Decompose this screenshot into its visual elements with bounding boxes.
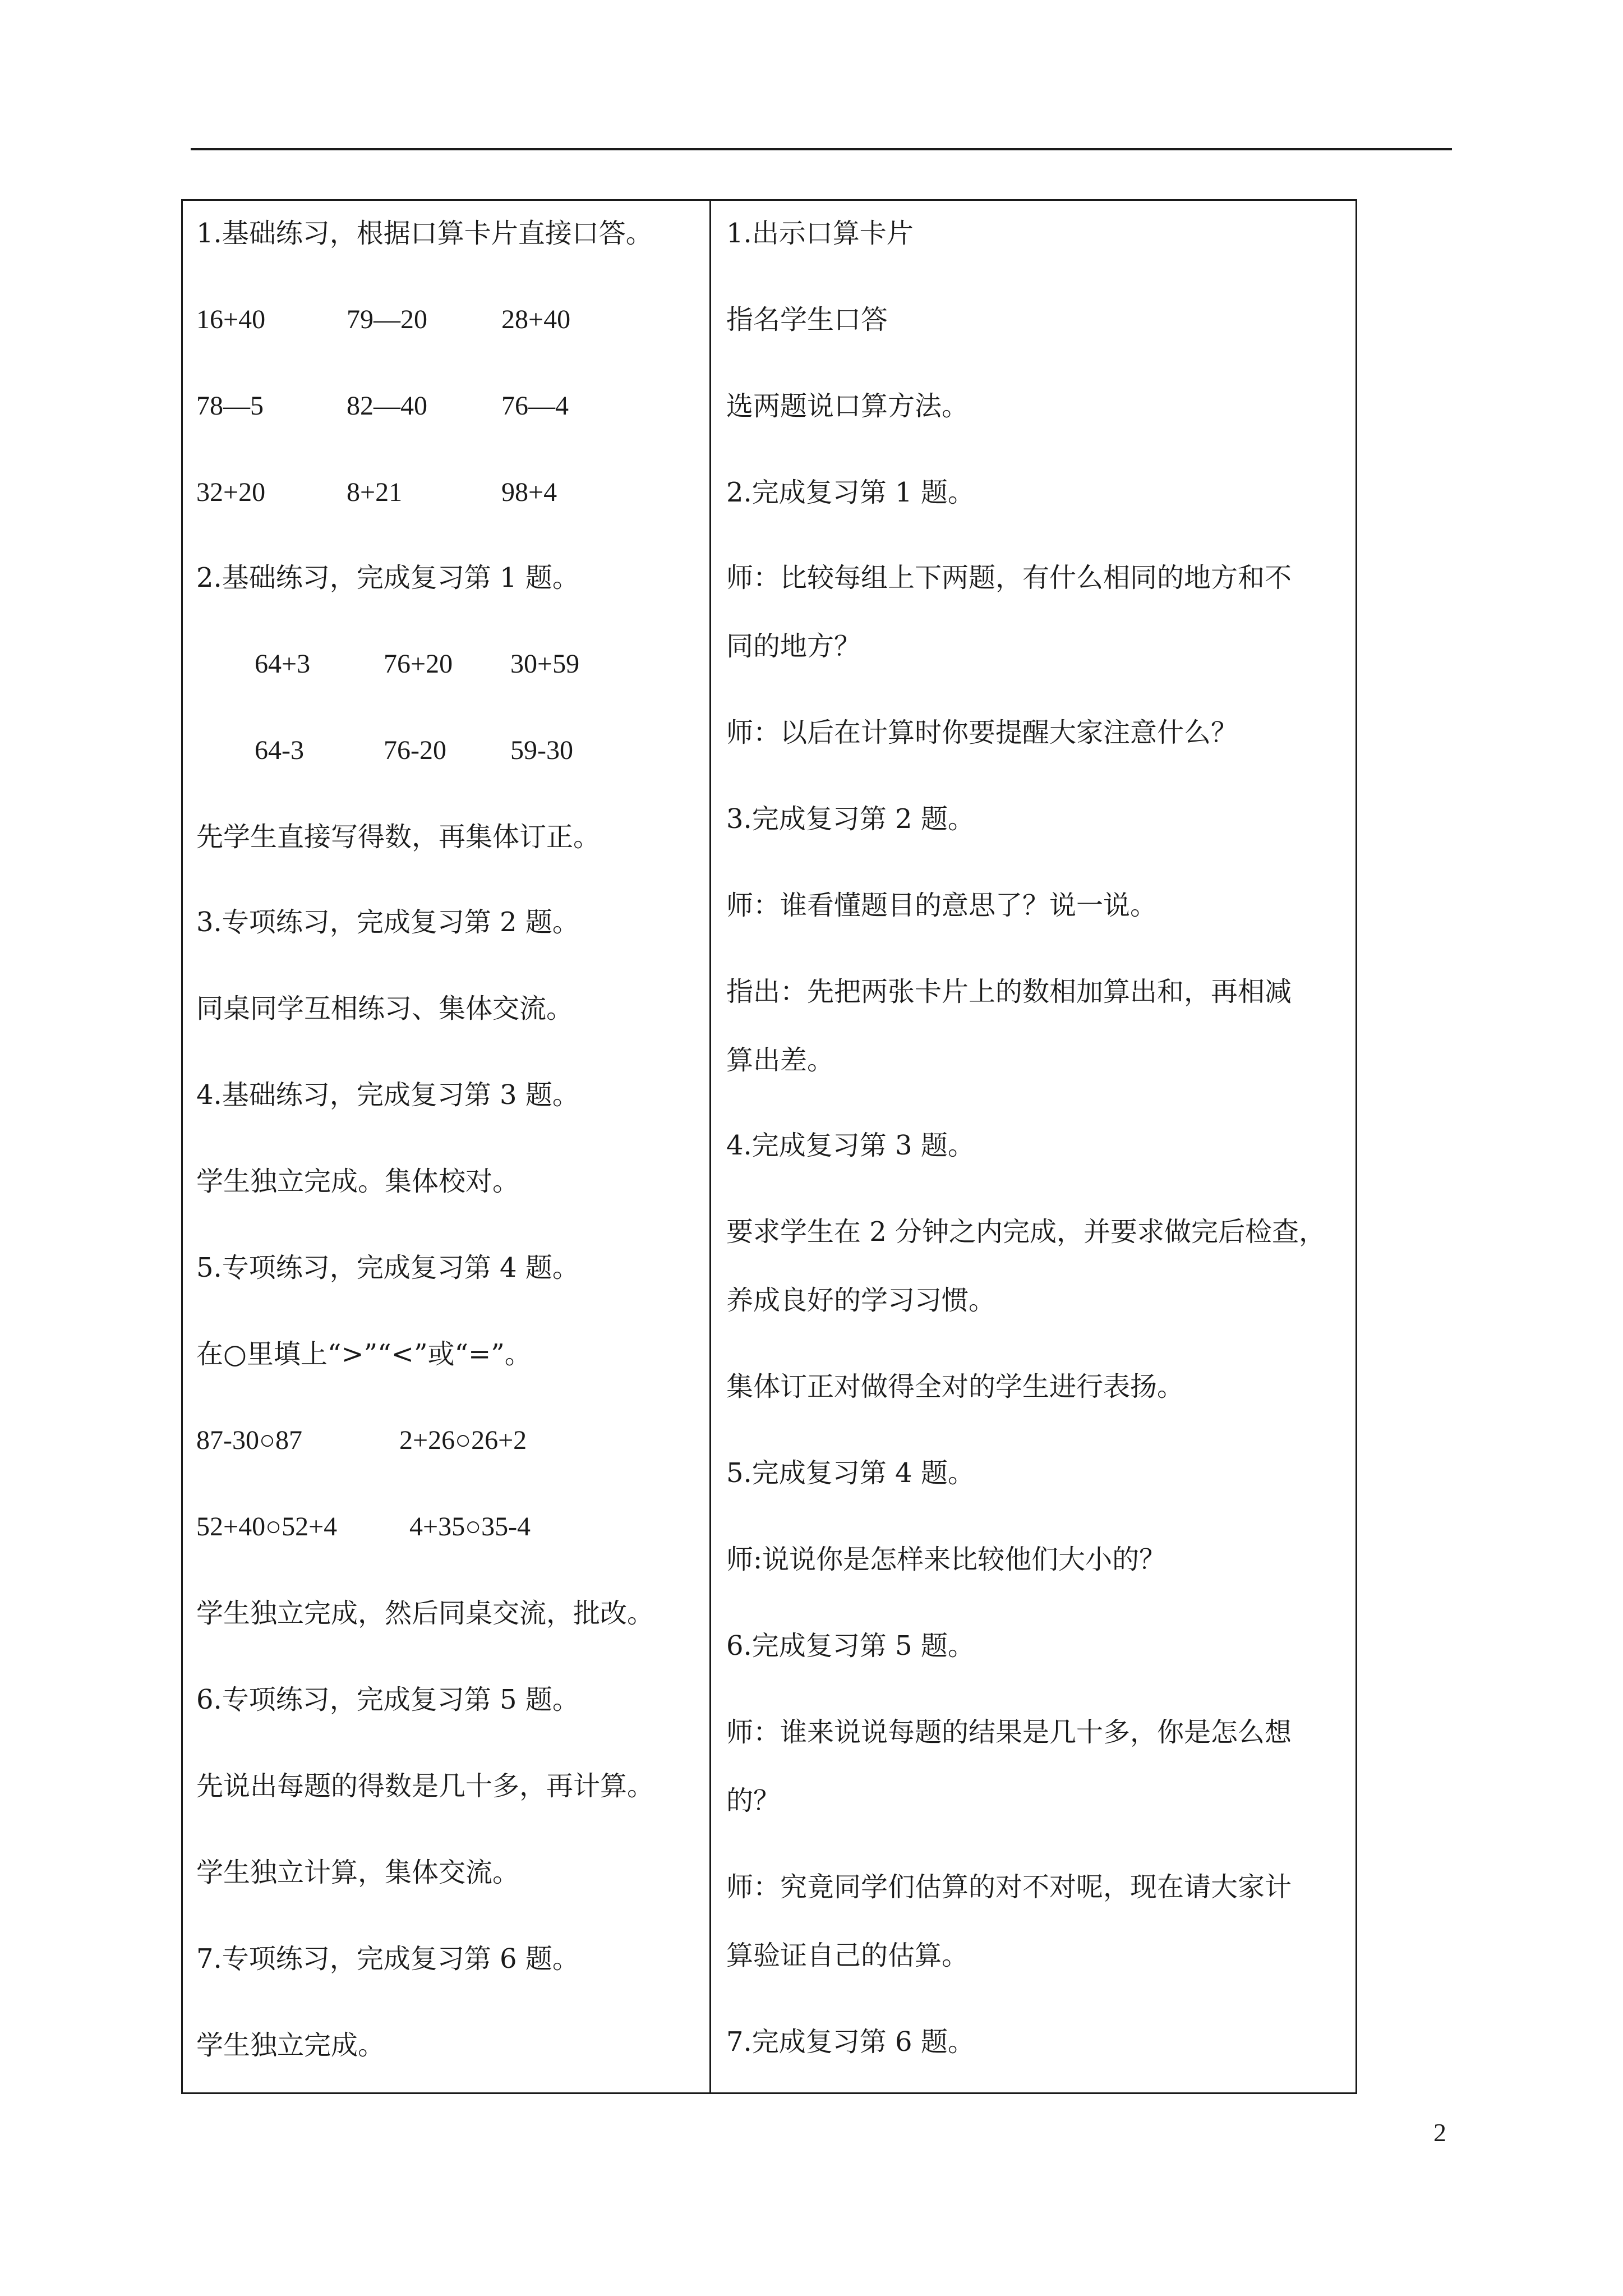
item1-row2 bbox=[196, 389, 701, 423]
item5-instruction: 在○里填上“>”“<”或“=”。 bbox=[196, 1338, 532, 1370]
guidance-line: 同的地方？ bbox=[726, 631, 861, 662]
guidance-line: 算验证自己的估算。 bbox=[726, 1940, 969, 1971]
item5-title: 5.专项练习，完成复习第 4 题。 bbox=[196, 1252, 579, 1283]
guidance-line: 师：比较每组上下两题，有什么相同的地方和不 bbox=[726, 562, 1292, 593]
guidance-line: 师：谁来说说每题的结果是几十多，你是怎么想 bbox=[726, 1717, 1292, 1748]
guidance-line: 指名学生口答 bbox=[726, 304, 888, 335]
guidance-line: 养成良好的学习习惯。 bbox=[726, 1285, 996, 1316]
guidance-line: 指出：先把两张卡片上的数相加算出和，再相减 bbox=[726, 976, 1292, 1007]
guidance-line: 要求学生在 2 分钟之内完成，并要求做完后检查， bbox=[726, 1216, 1326, 1248]
comparison: 52+40○52+4 bbox=[196, 1512, 338, 1542]
guidance-line: 6.完成复习第 5 题。 bbox=[726, 1630, 975, 1662]
expr: 79—20 bbox=[347, 305, 427, 334]
item7-note: 学生独立完成。 bbox=[196, 2030, 385, 2061]
expr: 16+40 bbox=[196, 305, 266, 334]
item5-row2 bbox=[196, 1510, 701, 1544]
item4-note: 学生独立完成。集体校对。 bbox=[196, 1166, 520, 1197]
guidance-line: 5.完成复习第 4 题。 bbox=[726, 1457, 975, 1489]
item6-title: 6.专项练习，完成复习第 5 题。 bbox=[196, 1684, 579, 1715]
expr: 64-3 bbox=[255, 735, 304, 765]
column-divider bbox=[709, 201, 711, 2092]
expr: 32+20 bbox=[196, 477, 266, 507]
expr: 8+21 bbox=[347, 477, 403, 507]
item3-note: 同桌同学互相练习、集体交流。 bbox=[196, 993, 574, 1024]
header-rule bbox=[191, 148, 1452, 150]
guidance-line: 7.完成复习第 6 题。 bbox=[726, 2026, 975, 2058]
comparison: 87-30○87 bbox=[196, 1425, 302, 1455]
expr: 76+20 bbox=[384, 649, 453, 679]
guidance-line: 2.完成复习第 1 题。 bbox=[726, 477, 975, 508]
item5-note: 学生独立完成，然后同桌交流，批改。 bbox=[196, 1598, 654, 1629]
expr: 98+4 bbox=[501, 477, 557, 507]
expr: 30+59 bbox=[510, 649, 580, 679]
item6-note2: 学生独立计算，集体交流。 bbox=[196, 1857, 520, 1888]
guidance-line: 师：究竟同学们估算的对不对呢，现在请大家计 bbox=[726, 1871, 1292, 1903]
comparison: 2+26○26+2 bbox=[399, 1425, 527, 1455]
guidance-line: 的？ bbox=[726, 1785, 781, 1816]
guidance-line: 师：以后在计算时你要提醒大家注意什么？ bbox=[726, 717, 1238, 748]
expr: 76—4 bbox=[501, 391, 569, 421]
expr: 28+40 bbox=[501, 305, 571, 334]
item7-title: 7.专项练习，完成复习第 6 题。 bbox=[196, 1943, 579, 1975]
lesson-table bbox=[181, 199, 1357, 2094]
expr: 59-30 bbox=[510, 735, 573, 765]
item2-row1 bbox=[196, 647, 701, 681]
expr: 82—40 bbox=[347, 391, 427, 421]
item2-note: 先学生直接写得数，再集体订正。 bbox=[196, 821, 601, 853]
item3-title: 3.专项练习，完成复习第 2 题。 bbox=[196, 907, 579, 938]
item4-title: 4.基础练习，完成复习第 3 题。 bbox=[196, 1079, 579, 1111]
item1-row1 bbox=[196, 303, 701, 337]
item2-title: 2.基础练习，完成复习第 1 题。 bbox=[196, 562, 579, 593]
expr: 76-20 bbox=[384, 735, 446, 765]
comparison: 4+35○35-4 bbox=[409, 1512, 531, 1542]
guidance-line: 师：谁看懂题目的意思了？说一说。 bbox=[726, 890, 1158, 921]
item1-row3 bbox=[196, 476, 701, 509]
expr: 64+3 bbox=[255, 649, 311, 679]
guidance-line: 1.出示口算卡片 bbox=[726, 218, 914, 249]
item5-row1 bbox=[196, 1424, 701, 1457]
expr: 78—5 bbox=[196, 391, 264, 421]
item2-row2 bbox=[196, 734, 701, 767]
item1-title: 1.基础练习，根据口算卡片直接口答。 bbox=[196, 218, 653, 249]
guidance-line: 3.完成复习第 2 题。 bbox=[726, 803, 975, 835]
item6-note1: 先说出每题的得数是几十多，再计算。 bbox=[196, 1770, 654, 1802]
guidance-line: 4.完成复习第 3 题。 bbox=[726, 1130, 975, 1161]
guidance-line: 选两题说口算方法。 bbox=[726, 390, 969, 422]
page-number: 2 bbox=[1433, 2118, 1446, 2147]
guidance-line: 集体订正对做得全对的学生进行表扬。 bbox=[726, 1371, 1184, 1402]
guidance-line: 算出差。 bbox=[726, 1045, 834, 1076]
guidance-line: 师:说说你是怎样来比较他们大小的？ bbox=[726, 1544, 1166, 1575]
